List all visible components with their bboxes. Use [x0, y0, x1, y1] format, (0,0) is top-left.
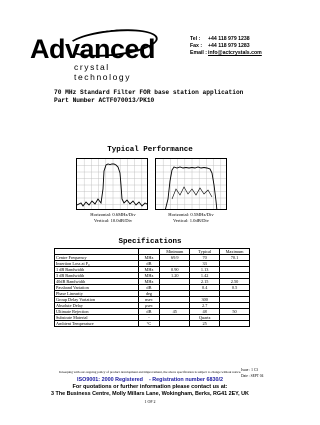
contact-value: +44 118 979 1283: [208, 43, 250, 50]
registration-number: - Registration number 6830/2: [148, 377, 223, 383]
disclaimer: In keeping with our ongoing policy of product development and improvement, the above specification is subject to change without notice.: [58, 370, 242, 374]
specifications-table: [54, 248, 250, 327]
param-typ: 70: [190, 255, 220, 261]
param-min: 0.90: [160, 267, 190, 273]
param-unit: MHz: [138, 255, 160, 261]
page-number: 1 OF 2: [144, 399, 156, 404]
param-typ: 33: [190, 261, 220, 267]
param-typ: 2.15: [190, 279, 220, 285]
table-row: [55, 321, 250, 327]
contact-tel: [190, 36, 262, 43]
param-typ: 300: [190, 297, 220, 303]
param-max: 50: [220, 309, 250, 315]
column-header: Maximum: [220, 249, 250, 255]
passband-horizontal-scale: Horizontal: 0.5MHz/Div: [168, 212, 214, 217]
param-typ: 0.4: [190, 285, 220, 291]
part-number: Part Number ACTF070013/PK10: [54, 97, 155, 104]
param-typ: 1.42: [190, 273, 220, 279]
contact-label: Tel :: [190, 36, 201, 42]
param-unit: μsec: [138, 303, 160, 309]
param-max: [220, 321, 250, 327]
quotation-notice: For quotations or further information please contact us at:: [72, 384, 228, 390]
param-unit: -: [138, 315, 160, 321]
param-unit: °C: [138, 321, 160, 327]
param-unit: MHz: [138, 279, 160, 285]
wideband-plot-scales: [82, 212, 144, 224]
param-name: Insertion Loss at F₀: [55, 261, 139, 267]
param-min: 45: [160, 309, 190, 315]
company-address: 3 The Business Centre, Molly Millars Lane, Wokingham, Berks, RG41 2EY, UK: [51, 391, 249, 397]
issue-number: Issue : 1 C3: [241, 368, 259, 372]
passband-plot-scales: [160, 212, 222, 224]
issue-date: Date : SEPT 04: [241, 374, 264, 378]
param-min: [160, 321, 190, 327]
param-max: 0.5: [220, 285, 250, 291]
specifications-title: Specifications: [118, 238, 182, 246]
param-unit: MHz: [138, 273, 160, 279]
param-unit: deg: [138, 291, 160, 297]
company-name: Advanced: [30, 34, 156, 64]
iso-standard: ISO9001: 2000 Registered: [77, 377, 143, 383]
param-max: 2.50: [220, 279, 250, 285]
passband-vertical-scale: Vertical: 1.0dB/Div: [173, 218, 209, 223]
param-name: Passband Variation: [55, 285, 139, 291]
param-name: Substrate Material: [55, 315, 139, 321]
param-name: Phase Linearity: [55, 291, 139, 297]
wideband-horizontal-scale: Horizontal: 0.6MHz/Div: [90, 212, 136, 217]
param-typ: 25: [190, 321, 220, 327]
param-name: Ambient Temperature: [55, 321, 139, 327]
param-unit: nsec: [138, 297, 160, 303]
column-header: Minimum: [160, 249, 190, 255]
passband-plot-graphic: [156, 159, 227, 210]
performance-title: Typical Performance: [107, 146, 193, 154]
document-title: 70 MHz Standard Filter FOR base station application: [54, 89, 244, 96]
contact-value: +44 118 979 1238: [208, 36, 250, 42]
param-min: 1.20: [160, 273, 190, 279]
param-typ: 1.13: [190, 267, 220, 273]
wideband-response-plot: [76, 158, 148, 210]
param-unit: MHz: [138, 267, 160, 273]
column-header: Typical: [190, 249, 220, 255]
param-name: 40dB Bandwidth: [55, 279, 139, 285]
email-link[interactable]: info@actcrystals.com: [208, 50, 262, 57]
param-name: 3 dB Bandwidth: [55, 273, 139, 279]
contact-label: Fax :: [190, 43, 203, 50]
param-unit: dB: [138, 261, 160, 267]
param-name: Ultimate Rejection: [55, 309, 139, 315]
param-name: 1 dB Bandwidth: [55, 267, 139, 273]
param-min: 69.9: [160, 255, 190, 261]
param-unit: dB: [138, 285, 160, 291]
contact-fax: [190, 43, 262, 50]
wideband-vertical-scale: Vertical: 10.0dB/Div: [93, 218, 133, 223]
wideband-plot-graphic: [77, 159, 148, 210]
contact-block: [190, 36, 262, 58]
contact-label: Email :: [190, 50, 208, 57]
param-max: 70.1: [220, 255, 250, 261]
param-typ: 2.7: [190, 303, 220, 309]
param-unit: dB: [138, 309, 160, 315]
passband-response-plot: [155, 158, 227, 210]
param-name: Centre Frequency: [55, 255, 139, 261]
param-typ: Quartz: [190, 315, 220, 321]
contact-email[interactable]: [190, 50, 262, 57]
param-name: Group Delay Variation: [55, 297, 139, 303]
document-heading: [54, 89, 243, 105]
iso-registration: [46, 377, 254, 383]
param-name: Absolute Delay: [55, 303, 139, 309]
param-typ: 48: [190, 309, 220, 315]
company-tagline: crystal technology: [74, 62, 132, 82]
company-logo: [30, 28, 160, 82]
